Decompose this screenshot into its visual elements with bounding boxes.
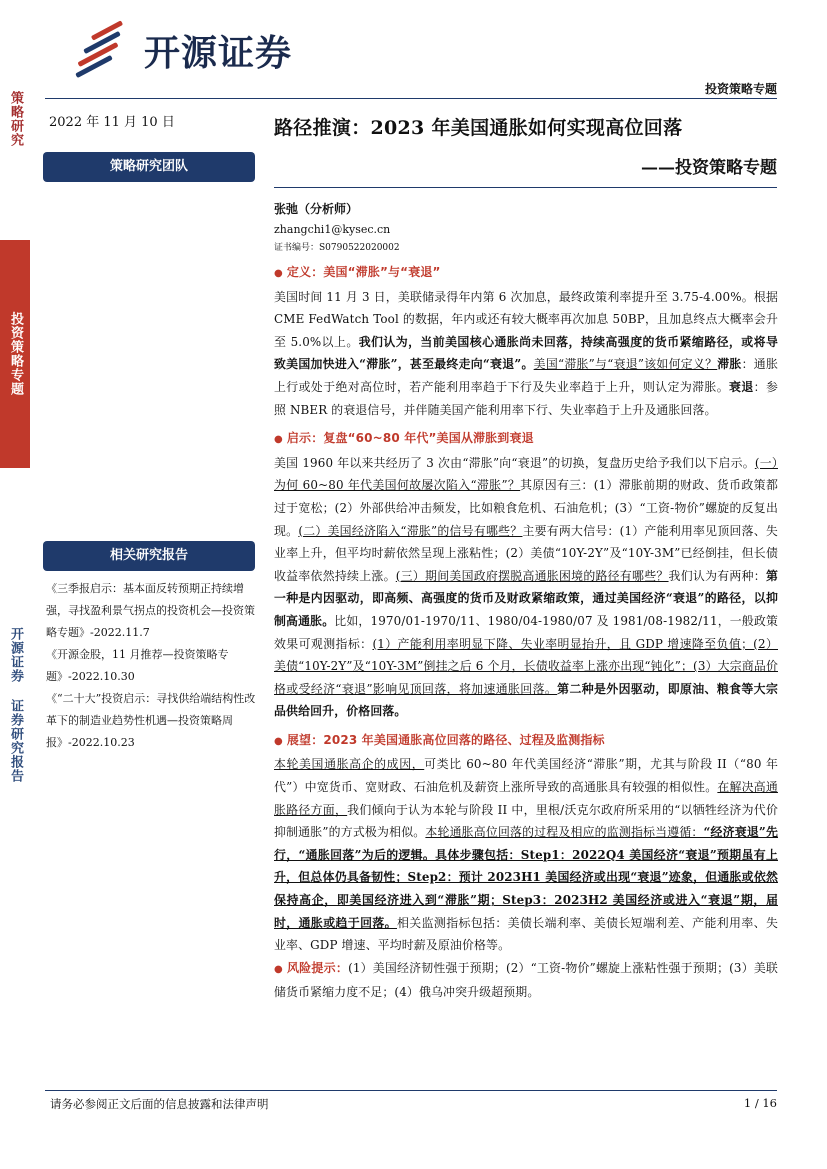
analyst-block [274, 200, 400, 253]
page-subtitle: ——投资策略专题 [641, 158, 777, 178]
page-title: 路径推演：2023 年美国通胀如何实现高位回落 [274, 117, 683, 139]
section-paragraph: 美国 1960 年以来共经历了 3 次由“滞胀”向“衰退”的切换，复盘历史给予我们以下启示。(一）为何 60~80 年代美国何故屡次陷入“滞胀”？其原因有三：(1）滞胀前期的财政、货币政策都过于宽松；(2）外部供给冲击频发，比如粮食危机、石油危机；(3）“工资-物价”螺旋的反复出现。(二）美国经济陷入“滞胀”的信号有哪些？主要有两大信号：(1）产能利用率见顶回落、失业率上升，但平均时薪依然呈现上涨粘性；(2）美债“10Y-2Y”及“10Y-3M”已经倒挂，但长债收益率依然持续上涨。(三）期间美国政府摆脱高通胀困境的路径有哪些？我们认为有两种：第一种是内因驱动，即高频、高强度的货币及财政紧缩政策，通过美国经济“衰退”的路径，以抑制高通胀。比如，1970/01-1970/11、1980/04-1980/07 及 1981/08-1982/11，一般政策效果可观测指标：(1）产能利用率明显下降、失业率明显抬升，且 GDP 增速降至负值；(2）美债“10Y-2Y”及“10Y-3M”倒挂之后 6 个月，长债收益率上涨亦出现“钝化”；(3）大宗商品价格或受经济“衰退”影响见顶回落，将加速通胀回落。第二种是外因驱动，即原油、粮食等大宗品供给回升，价格回落。 [274, 455, 778, 719]
header-label: 投资策略专题 [704, 82, 777, 96]
section-heading: ● 风险提示： [274, 960, 349, 975]
section-paragraph: 本轮美国通胀高企的成因，可类比 60~80 年代美国经济“滞胀”期，尤其与阶段 II（“80 年代”）中宽货币、宽财政、石油危机及薪资上涨所导致的高通胀具有较强的相似性。在解决高通胀路径方面，我们倾向于认为本轮与阶段 II 中，里根/沃克尔政府所采用的“以牺牲经济为代价抑制通胀”的方式极为相似。本轮通胀高位回落的过程及相应的监测指标当遵循：“经济衰退”先行，“通胀回落”为后的逻辑。具体步骤包括：Step1：2022Q4 美国经济“衰退”预期虽有上升，但总体仍具备韧性；Step2：预计 2023H1 美国经济或出现“衰退”迹象，但通胀或依然保持高企，即美国经济进入到“滞胀”期；Step3：2023H2 美国经济或进入“衰退”期，届时，通胀或趋于回落。相关监测指标包括：美债长端利率、美债长短端利差、产能利用率、失业率、GDP 增速、平均时薪及原油价格等。 [274, 757, 779, 953]
left-column [43, 100, 255, 182]
related-report-item[interactable]: 《开源金股，11 月推荐—投资策略专题》-2022.10.30 [46, 648, 229, 683]
side-tab-brand: 开源证券 证券研究报告 [8, 627, 23, 783]
report-date: 2022 年 11 月 10 日 [49, 115, 175, 130]
analyst-cert: 证书编号：S0790522020002 [274, 243, 400, 253]
side-tab-topic: 投资策略专题 [0, 240, 30, 468]
title-divider [274, 187, 777, 188]
team-label: 策略研究团队 [43, 152, 255, 182]
related-report-item[interactable]: 《“二十大”投资启示：寻找供给端结构性改革下的制造业趋势性机遇—投资策略周报》-2022.10.23 [46, 692, 256, 749]
section-heading: ● 定义：美国“滞胀”与“衰退” [274, 265, 441, 279]
company-logo [72, 24, 292, 76]
risk-text: (1）美国经济韧性强于预期；(2）“工资-物价”螺旋上涨粘性强于预期；(3）美联储货币紧缩力度不足；(4）俄乌冲突升级超预期。 [274, 960, 778, 1000]
section-heading: ● 启示：复盘“60~80 年代”美国从滞胀到衰退 [274, 431, 534, 446]
section-paragraph: 美国时间 11 月 3 日，美联储录得年内第 6 次加息，最终政策利率提升至 3.75-4.00%。根据 CME FedWatch Tool 的数据，年内或还有较大概率再次加息 50BP，且加息终点大概率会升至 5.0%以上。我们认为，当前美国核心通胀尚未回落，持续高强度的货币紧缩路径，或将导致美国加快进入“滞胀”，甚至最终走向“衰退”。美国“滞胀”与“衰退”该如何定义？滞胀：通胀上行或处于绝对高位时，若产能利用率趋于下行及失业率趋于上升，则认定为滞胀。衰退：参照 NBER 的衰退信号，并伴随美国产能利用率下行、失业率趋于上升及通胀回落。 [274, 289, 778, 417]
main-content [274, 261, 778, 1004]
side-tab-strategy: 策略研究 [8, 91, 23, 147]
bullet-icon: ● [274, 963, 283, 975]
bullet-icon: ● [274, 434, 283, 446]
logo-mark-icon [72, 24, 130, 76]
section-heading: ● 展望：2023 年美国通胀高位回落的路径、过程及监测指标 [274, 732, 605, 747]
bullet-icon: ● [274, 735, 283, 747]
analyst-email[interactable]: zhangchi1@kysec.cn [274, 223, 391, 236]
bullet-icon: ● [274, 268, 283, 279]
footer-divider [45, 1090, 777, 1091]
logo-name: 开源证券 [144, 32, 293, 74]
related-reports-list [46, 578, 256, 754]
footer-disclaimer: 请务必参阅正文后面的信息披露和法律声明 [50, 1097, 269, 1111]
header-divider [45, 98, 777, 99]
related-report-item[interactable]: 《三季报启示：基本面反转预期正持续增强，寻找盈利景气拐点的投资机会—投资策略专题》-2022.11.7 [46, 582, 255, 639]
related-reports-title: 相关研究报告 [43, 541, 255, 571]
page-number: 1 / 16 [743, 1096, 777, 1110]
analyst-name: 张弛（分析师） [274, 202, 359, 216]
